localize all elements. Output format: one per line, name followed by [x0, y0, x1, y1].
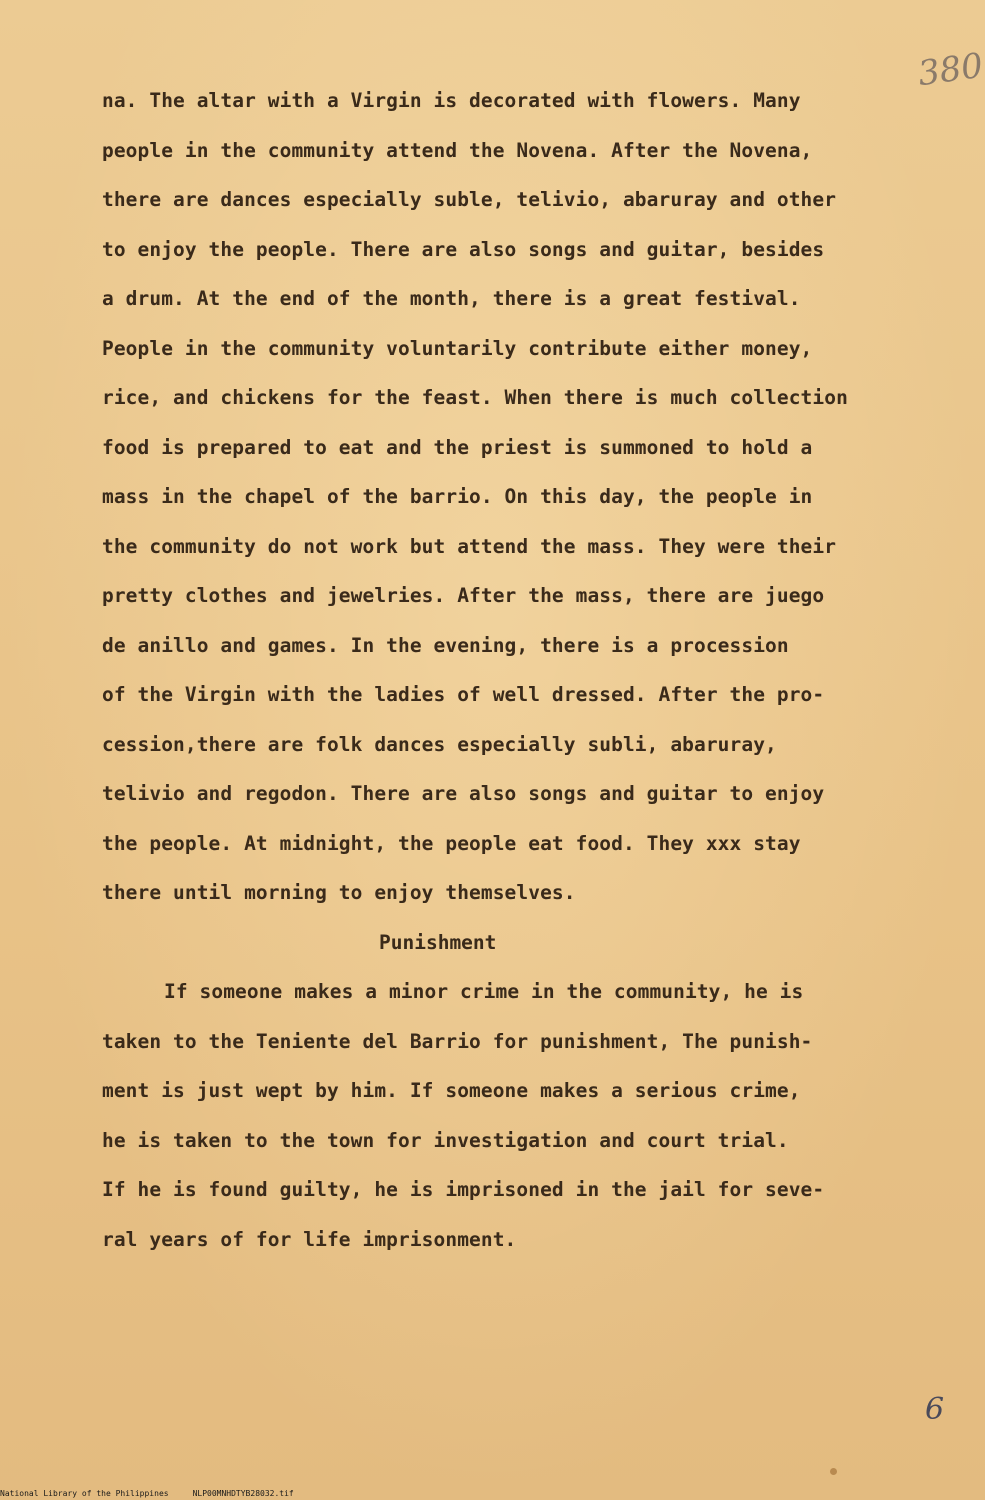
body-line: to enjoy the people. There are also songs and guitar, besides — [102, 237, 825, 261]
scan-filename: NLP00MNHDTYB28032.tif — [192, 1489, 294, 1498]
body-line: na. The altar with a Virgin is decorated with flowers. Many — [102, 89, 801, 112]
handwritten-folio-number: 6 — [925, 1392, 945, 1427]
body-line: food is prepared to eat and the priest is summoned to hold a — [102, 435, 813, 459]
body-line: rice, and chickens for the feast. When there is much collection — [102, 386, 848, 409]
body-line: the community do not work but attend the mass. They were their — [102, 534, 837, 558]
body-line: a drum. At the end of the month, there is a great festival. — [102, 287, 801, 310]
body-line: taken to the Teniente del Barrio for punishment, The punish- — [102, 1029, 813, 1053]
body-line: pretty clothes and jewelries. After the mass, there are juego — [102, 584, 825, 607]
body-line: If someone makes a minor crime in the community, he is — [164, 980, 804, 1003]
document-body — [102, 82, 882, 1270]
body-line: ral years of for life imprisonment. — [102, 1227, 517, 1251]
body-line: ment is just wept by him. If someone makes a serious crime, — [102, 1079, 801, 1102]
handwritten-page-number: 380 — [915, 45, 985, 95]
body-line: there are dances especially suble, telivio, abaruray and other — [102, 188, 837, 211]
body-line: mass in the chapel of the barrio. On this day, the people in — [102, 485, 813, 508]
body-line: the people. At midnight, the people eat food. They xxx stay — [102, 831, 801, 855]
body-line: de anillo and games. In the evening, there is a procession — [102, 633, 789, 657]
body-line: he is taken to the town for investigation and court trial. — [102, 1128, 789, 1152]
body-line: telivio and regodon. There are also songs and guitar to enjoy — [102, 782, 825, 805]
body-line: people in the community attend the Novena. After the Novena, — [102, 138, 813, 162]
library-credit: National Library of the Philippines — [0, 1489, 169, 1498]
paper-spot — [830, 1468, 837, 1475]
body-line: of the Virgin with the ladies of well dressed. After the pro- — [102, 683, 825, 706]
body-line: People in the community voluntarily contribute either money, — [102, 336, 813, 360]
body-line: cession,there are folk dances especially subli, abaruray, — [102, 732, 777, 756]
body-line: there until morning to enjoy themselves. — [102, 881, 576, 904]
scan-footer — [0, 1488, 985, 1500]
section-heading: Punishment — [379, 930, 497, 954]
body-line: If he is found guilty, he is imprisoned in the jail for seve- — [102, 1178, 825, 1201]
